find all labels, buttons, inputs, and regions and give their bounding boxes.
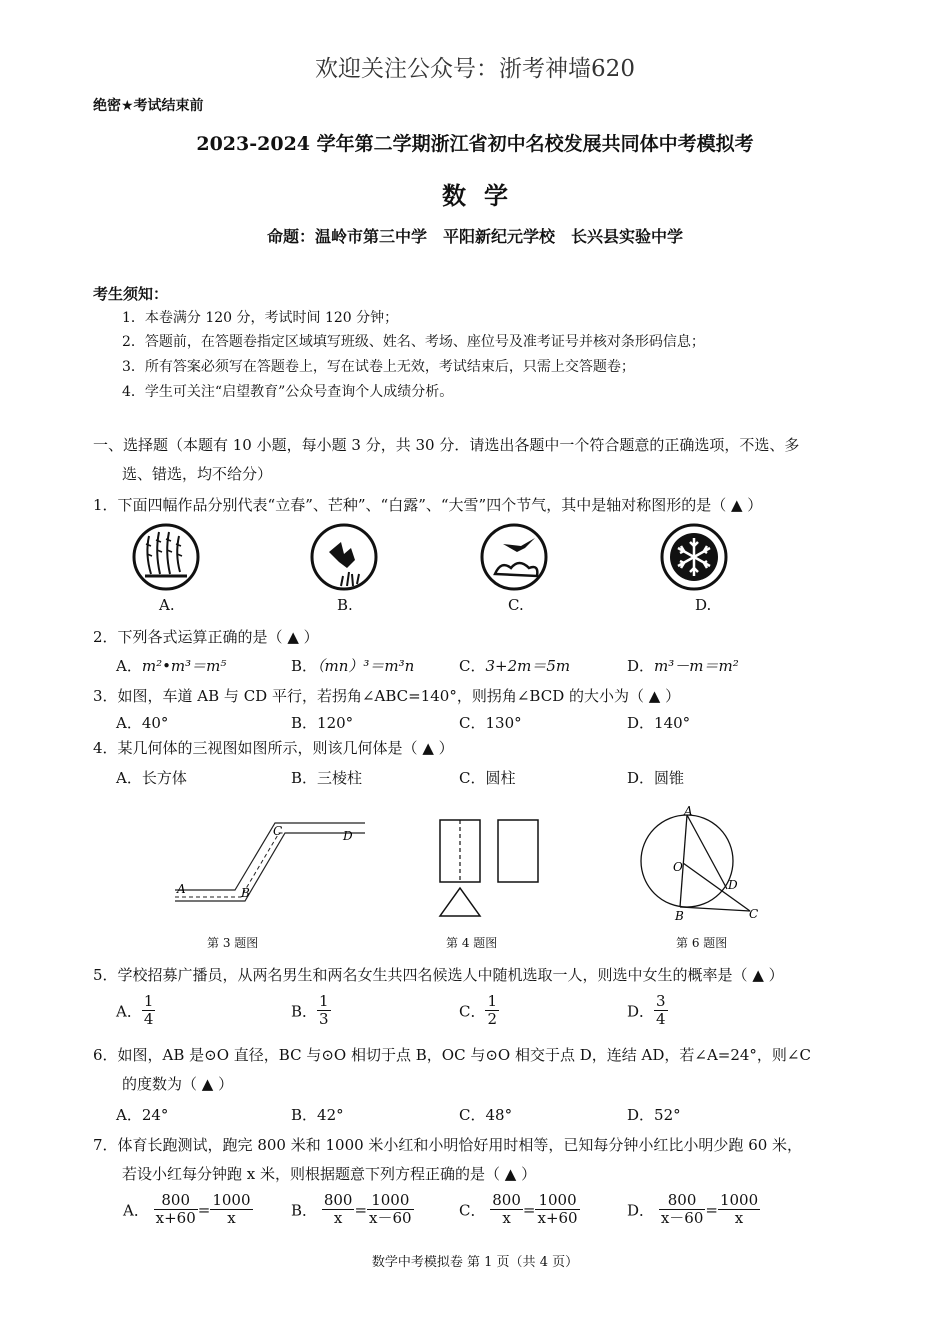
q1-option-a: A. <box>159 596 175 614</box>
q7-option-c: C． $\frac{800}{x}$ = $\frac{1000}{x+60}$ <box>459 1191 578 1228</box>
q7-option-b: B． $\frac{800}{x}$ = $\frac{1000}{x-60}$ <box>291 1191 412 1228</box>
notice-item: 2．答题前，在答题卷指定区域填写班级、姓名、考场、座位号及准考证号并核对条形码信息； <box>122 334 705 350</box>
section-heading: 一、选择题（本题有 10 小题，每小题 3 分，共 30 分．请选出各题中一个符合题意的正确选项，不选、多 <box>93 436 800 454</box>
notice-item: 4．学生可关注“启望教育”公众号查询个人成绩分析。 <box>122 384 454 400</box>
question-5-stem: 5．学校招募广播员，从两名男生和两名女生共四名候选人中随机选取一人，则选中女生的概率是（ ▲ ） <box>93 966 784 984</box>
figure-3-caption: 第 3 题图 <box>207 936 259 950</box>
section-heading-cont: 选、错选，均不给分） <box>122 465 273 483</box>
q7-option-a: A． $\frac{800}{x+60}$ = $\frac{1000}{x}$ <box>123 1191 251 1228</box>
point-c-label: C <box>749 907 759 921</box>
point-a-label: A <box>684 804 693 818</box>
subject-title: 数学 <box>442 181 526 210</box>
question-2-stem: 2．下列各式运算正确的是（ ▲ ） <box>93 628 319 646</box>
question-7-stem: 7．体育长跑测试，跑完 800 米和 1000 米小红和小明恰好用时相等，已知每分钟小红比小明少跑 60 米， <box>93 1136 803 1154</box>
page-footer: 数学中考模拟卷 第 1 页（共 4 页） <box>371 1255 579 1270</box>
bailu-artwork-icon <box>481 524 551 594</box>
q7-option-d: D． $\frac{800}{x-60}$ = $\frac{1000}{x}$ <box>627 1191 759 1228</box>
q6-option-a: A．24° <box>116 1106 169 1124</box>
point-c-label: C <box>273 824 283 838</box>
q4-option-a: A．长方体 <box>116 769 187 787</box>
point-d-label: D <box>343 829 353 843</box>
figure-6-circle-diagram <box>635 805 765 925</box>
notice-item: 3．所有答案必须写在答题卷上，写在试卷上无效，考试结束后，只需上交答题卷； <box>122 359 635 375</box>
confidential-label: 绝密★考试结束前 <box>93 98 204 114</box>
point-d-label: D <box>728 878 738 892</box>
q5-option-c: C． $\frac{1}{2}$ <box>459 992 498 1029</box>
q1-option-b: B. <box>337 596 353 614</box>
q2-option-d: D．m³－m＝m² <box>627 657 739 675</box>
q1-option-d: D. <box>695 596 712 614</box>
q3-option-b: B．120° <box>291 714 354 732</box>
figure-3-road-diagram <box>175 815 375 910</box>
question-4-stem: 4．某几何体的三视图如图所示，则该几何体是（ ▲ ） <box>93 739 454 757</box>
point-b-label: B <box>241 886 250 900</box>
question-6-stem-cont: 的度数为（ ▲ ） <box>122 1075 234 1093</box>
notice-item: 1．本卷满分 120 分，考试时间 120 分钟； <box>122 310 399 326</box>
question-6-stem: 6．如图，AB 是⊙O 直径，BC 与⊙O 相切于点 B，OC 与⊙O 相交于点 D，连结 AD，若∠A=24°，则∠C <box>93 1046 811 1064</box>
q2-option-a: A．m²•m³＝m⁵ <box>116 657 227 675</box>
q3-option-d: D．140° <box>627 714 691 732</box>
question-1-stem: 1．下面四幅作品分别代表“立春”、芒种”、“白露”、“大雪”四个节气，其中是轴对称图形的是（ ▲ ） <box>93 496 763 514</box>
q3-option-a: A．40° <box>116 714 169 732</box>
q4-option-c: C．圆柱 <box>459 769 516 787</box>
figure-4-caption: 第 4 题图 <box>446 936 498 950</box>
q5-option-a: A． $\frac{1}{4}$ <box>116 992 154 1029</box>
question-7-stem-cont: 若设小红每分钟跑 x 米，则根据题意下列方程正确的是（ ▲ ） <box>122 1165 537 1183</box>
q4-option-b: B．三棱柱 <box>291 769 363 787</box>
q1-option-c: C. <box>508 596 524 614</box>
exam-title: 2023-2024 学年第二学期浙江省初中名校发展共同体中考模拟考 <box>196 133 754 155</box>
notice-heading: 考生须知： <box>93 285 169 303</box>
figure-6-caption: 第 6 题图 <box>676 936 728 950</box>
q3-option-c: C．130° <box>459 714 522 732</box>
figure-4-three-views <box>436 816 541 921</box>
q2-option-b: B．（mn）³＝m³n <box>291 657 415 675</box>
point-b-label: B <box>675 909 684 923</box>
watermark: 欢迎关注公众号：浙考神墙620 <box>315 56 635 82</box>
q6-option-c: C．48° <box>459 1106 513 1124</box>
authors-line: 命题：温岭市第三中学 平阳新纪元学校 长兴县实验中学 <box>266 227 683 246</box>
point-o-label: O <box>673 860 683 874</box>
q6-option-b: B．42° <box>291 1106 344 1124</box>
q5-option-d: D． $\frac{3}{4}$ <box>627 992 666 1029</box>
q6-option-d: D．52° <box>627 1106 681 1124</box>
point-a-label: A <box>177 882 186 896</box>
q5-option-b: B． $\frac{1}{3}$ <box>291 992 329 1029</box>
q2-option-c: C．3+2m＝5m <box>459 657 571 675</box>
q4-option-d: D．圆锥 <box>627 769 685 787</box>
daxue-snowflake-icon <box>661 524 731 594</box>
lichun-artwork-icon <box>133 524 203 594</box>
mangzhong-artwork-icon <box>311 524 381 594</box>
question-3-stem: 3．如图，车道 AB 与 CD 平行，若拐角∠ABC=140°，则拐角∠BCD 的大小为（ ▲ ） <box>93 687 681 705</box>
